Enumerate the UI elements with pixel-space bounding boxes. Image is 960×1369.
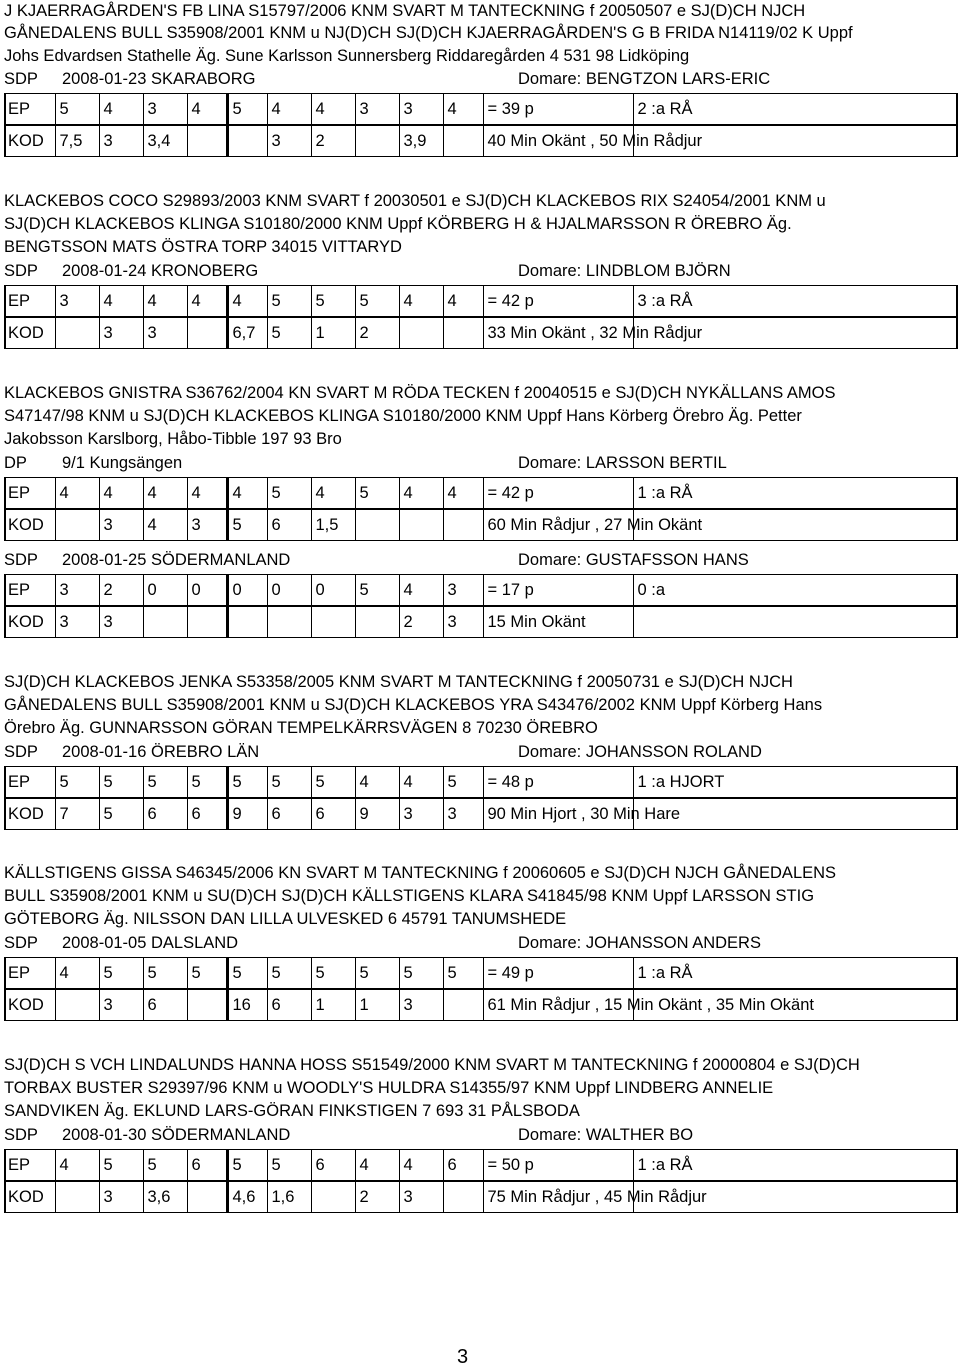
trial-header <box>4 260 954 282</box>
ep-score-row-cell: = 39 p <box>483 94 633 125</box>
dog-info-line: BULL S35908/2001 KNM u SU(D)CH SJ(D)CH KÄLLSTIGENS KLARA S41845/98 KNM Uppf LARSSON STIG <box>4 887 815 905</box>
kod-score-row-cell: KOD <box>5 126 55 157</box>
ep-score-table <box>4 957 958 989</box>
kod-score-row-cell <box>443 126 483 157</box>
dog-info-line: SJ(D)CH KLACKEBOS KLINGA S10180/2000 KNM Uppf KÖRBERG H & HJALMARSSON R ÖREBRO Äg. <box>4 215 792 233</box>
kod-score-row-cell: 9 <box>355 799 399 830</box>
trial-type-label: SDP <box>4 934 38 952</box>
ep-score-row-cell: 6 <box>443 1150 483 1181</box>
trial-type-label: SDP <box>4 743 38 761</box>
dog-info-line: SJ(D)CH KLACKEBOS JENKA S53358/2005 KNM SVART M TANTECKNING f 20050731 e SJ(D)CH NJCH <box>4 673 793 691</box>
kod-score-row-cell: 3 <box>399 1182 443 1213</box>
kod-score-row-cell <box>187 990 227 1021</box>
ep-score-row-cell: 5 <box>355 478 399 509</box>
kod-score-row-cell <box>399 510 443 541</box>
kod-score-table <box>4 989 958 1021</box>
kod-score-row-cell: 6 <box>267 990 311 1021</box>
ep-score-row-cell: 0 :a <box>633 575 957 606</box>
kod-score-row-cell: 3 <box>99 990 143 1021</box>
dog-info-line: GÅNEDALENS BULL S35908/2001 KNM u SJ(D)CH KLACKEBOS YRA S43476/2002 KNM Uppf Körberg Hans <box>4 696 823 714</box>
kod-score-row-cell: 2 <box>355 318 399 349</box>
trial-judge: Domare: JOHANSSON ROLAND <box>518 743 762 761</box>
kod-score-row-cell: 61 Min Rådjur , 15 Min Okänt , 35 Min Okänt <box>483 990 633 1021</box>
kod-score-row-cell: 16 <box>227 990 267 1021</box>
ep-score-table <box>4 1149 958 1181</box>
trial-header <box>4 932 954 954</box>
ep-score-row-cell: 5 <box>311 958 355 989</box>
ep-score-row-cell: 5 <box>55 94 99 125</box>
ep-score-row-cell: 4 <box>311 478 355 509</box>
ep-score-row-cell: 4 <box>143 286 187 317</box>
ep-score-row-cell: 5 <box>267 478 311 509</box>
ep-score-row <box>5 1150 957 1181</box>
ep-score-row-cell: 3 <box>55 286 99 317</box>
ep-score-row-cell: 5 <box>227 1150 267 1181</box>
ep-score-table <box>4 285 958 317</box>
dog-info-line: Johs Edvardsen Stathelle Äg. Sune Karlsson Sunnersberg Riddaregården 4 531 98 Lidköping <box>4 47 690 65</box>
trial-type-label: DP <box>4 454 27 472</box>
trial-judge: Domare: LARSSON BERTIL <box>518 454 727 472</box>
kod-score-row-cell: KOD <box>5 318 55 349</box>
kod-score-row-cell: 7,5 <box>55 126 99 157</box>
kod-score-row-cell: 3 <box>187 510 227 541</box>
ep-score-row-cell: 1 :a RÅ <box>633 958 957 989</box>
kod-score-row-cell: 1,5 <box>311 510 355 541</box>
ep-score-row <box>5 94 957 125</box>
kod-score-row-cell <box>443 1182 483 1213</box>
kod-score-row-cell: 2 <box>399 607 443 638</box>
ep-score-row-cell: 4 <box>443 478 483 509</box>
ep-score-row-cell: 3 <box>55 575 99 606</box>
ep-score-row-cell: 1 :a HJORT <box>633 767 957 798</box>
trial-date-place: 9/1 Kungsängen <box>62 454 183 472</box>
dog-info-line: SJ(D)CH S VCH LINDALUNDS HANNA HOSS S51549/2000 KNM SVART M TANTECKNING f 20000804 e SJ(D)CH <box>4 1056 860 1074</box>
trial-header <box>4 452 954 474</box>
ep-score-row-cell: EP <box>5 94 55 125</box>
kod-score-row-cell <box>399 318 443 349</box>
kod-score-row-cell: 4 <box>143 510 187 541</box>
trial-header <box>4 68 954 90</box>
kod-score-row-cell <box>227 607 267 638</box>
dog-info-line: Jakobsson Karslborg, Håbo-Tibble 197 93 Bro <box>4 430 342 448</box>
trial-judge: Domare: WALTHER BO <box>518 1126 694 1144</box>
dog-info-line: BENGTSSON MATS ÖSTRA TORP 34015 VITTARYD <box>4 238 402 256</box>
page-number: 3 <box>457 1346 469 1368</box>
ep-score-row-cell: 5 <box>227 94 267 125</box>
ep-score-row-cell: EP <box>5 478 55 509</box>
ep-score-row-cell: 3 <box>355 94 399 125</box>
kod-score-table <box>4 125 958 157</box>
ep-score-row-cell: 6 <box>311 1150 355 1181</box>
ep-score-table <box>4 93 958 125</box>
ep-score-row-cell: 2 <box>99 575 143 606</box>
ep-score-row-cell: 4 <box>399 478 443 509</box>
kod-score-row-cell: 3 <box>99 607 143 638</box>
ep-score-row-cell: 6 <box>187 1150 227 1181</box>
kod-score-row-cell: 2 <box>311 126 355 157</box>
kod-score-row-cell <box>187 607 227 638</box>
trial-type-label: SDP <box>4 551 38 569</box>
ep-score-row-cell: 0 <box>227 575 267 606</box>
kod-score-row-cell: 3,6 <box>143 1182 187 1213</box>
ep-score-row-cell: 4 <box>355 1150 399 1181</box>
dog-info-line: TORBAX BUSTER S29397/96 KNM u WOODLY'S HULDRA S14355/97 KNM Uppf LINDBERG ANNELIE <box>4 1079 774 1097</box>
kod-score-table <box>4 606 958 638</box>
ep-score-row-cell: 5 <box>355 575 399 606</box>
kod-score-row-cell: 3 <box>143 318 187 349</box>
ep-score-row-cell: 4 <box>187 478 227 509</box>
ep-score-row-cell: 5 <box>267 1150 311 1181</box>
kod-score-row <box>5 799 957 830</box>
ep-score-row-cell: EP <box>5 286 55 317</box>
ep-score-table <box>4 477 958 509</box>
kod-score-row-cell <box>311 1182 355 1213</box>
kod-score-row-cell: 3 <box>99 318 143 349</box>
ep-score-row-cell: 3 <box>143 94 187 125</box>
ep-score-table <box>4 766 958 798</box>
ep-score-row-cell: 4 <box>311 94 355 125</box>
ep-score-row-cell: 0 <box>267 575 311 606</box>
kod-score-row-cell: 3 <box>99 1182 143 1213</box>
ep-score-row-cell: 5 <box>311 286 355 317</box>
dog-info-line: J KJAERRAGÅRDEN'S FB LINA S15797/2006 KNM SVART M TANTECKNING f 20050507 e SJ(D)CH NJCH <box>4 2 806 20</box>
kod-score-row-cell: 1 <box>311 318 355 349</box>
ep-score-row-cell: 4 <box>267 94 311 125</box>
kod-score-row-cell: 9 <box>227 799 267 830</box>
kod-score-row-cell: 3 <box>443 607 483 638</box>
ep-score-row-cell: 5 <box>143 767 187 798</box>
kod-score-table <box>4 798 958 830</box>
ep-score-row-cell: 4 <box>443 94 483 125</box>
ep-score-row-cell: 5 <box>443 767 483 798</box>
kod-score-row-cell: KOD <box>5 510 55 541</box>
kod-score-table <box>4 509 958 541</box>
kod-score-row-cell: 6 <box>311 799 355 830</box>
kod-score-row-cell <box>443 990 483 1021</box>
kod-score-row-cell: 4,6 <box>227 1182 267 1213</box>
kod-score-table <box>4 317 958 349</box>
ep-score-row-cell: 5 <box>143 958 187 989</box>
kod-score-row-cell: 3,9 <box>399 126 443 157</box>
ep-score-row-cell: 5 <box>99 767 143 798</box>
kod-score-row-cell: 7 <box>55 799 99 830</box>
kod-score-row-cell: KOD <box>5 990 55 1021</box>
kod-score-row-cell: 3 <box>99 126 143 157</box>
ep-score-row-cell: 5 <box>143 1150 187 1181</box>
ep-score-row-cell: 5 <box>55 767 99 798</box>
kod-score-table <box>4 1181 958 1213</box>
ep-score-row-cell: EP <box>5 767 55 798</box>
kod-score-row-cell <box>633 607 957 638</box>
kod-score-row-cell: KOD <box>5 607 55 638</box>
trial-judge: Domare: BENGTZON LARS-ERIC <box>518 70 771 88</box>
ep-score-row-cell: 4 <box>443 286 483 317</box>
dog-info-line: Örebro Äg. GUNNARSSON GÖRAN TEMPELKÄRRSVÄGEN 8 70230 ÖREBRO <box>4 719 598 737</box>
trial-judge: Domare: LINDBLOM BJÖRN <box>518 262 731 280</box>
kod-score-row-cell: 15 Min Okänt <box>483 607 633 638</box>
ep-score-row-cell: 3 :a RÅ <box>633 286 957 317</box>
kod-score-row <box>5 318 957 349</box>
kod-score-row-cell <box>143 607 187 638</box>
kod-score-row-cell: 3 <box>399 990 443 1021</box>
ep-score-row-cell: 4 <box>99 478 143 509</box>
dog-info-line: KLACKEBOS COCO S29893/2003 KNM SVART f 20030501 e SJ(D)CH KLACKEBOS RIX S24054/2001 KNM u <box>4 192 826 210</box>
ep-score-row-cell: 5 <box>443 958 483 989</box>
kod-score-row-cell: 90 Min Hjort , 30 Min Hare <box>483 799 633 830</box>
ep-score-row-cell: EP <box>5 1150 55 1181</box>
ep-score-row <box>5 767 957 798</box>
ep-score-row-cell: 4 <box>143 478 187 509</box>
kod-score-row <box>5 990 957 1021</box>
kod-score-row-cell: 5 <box>99 799 143 830</box>
kod-score-row-cell: 6 <box>267 799 311 830</box>
trial-date-place: 2008-01-24 KRONOBERG <box>62 262 259 280</box>
ep-score-row <box>5 575 957 606</box>
ep-score-row-cell: 0 <box>187 575 227 606</box>
kod-score-row-cell: 6 <box>143 799 187 830</box>
kod-score-row-cell <box>311 607 355 638</box>
kod-score-row-cell <box>187 318 227 349</box>
kod-score-row-cell <box>355 126 399 157</box>
dog-info-line: S47147/98 KNM u SJ(D)CH KLACKEBOS KLINGA S10180/2000 KNM Uppf Hans Körberg Örebro Äg. Petter <box>4 407 802 425</box>
ep-score-table <box>4 574 958 606</box>
trial-type-label: SDP <box>4 262 38 280</box>
kod-score-row-cell: 3 <box>99 510 143 541</box>
kod-score-row-cell: 6,7 <box>227 318 267 349</box>
ep-score-row-cell: 3 <box>443 575 483 606</box>
ep-score-row-cell: = 48 p <box>483 767 633 798</box>
kod-score-row-cell: 3 <box>55 607 99 638</box>
kod-score-row-cell: KOD <box>5 1182 55 1213</box>
ep-score-row-cell: 5 <box>187 958 227 989</box>
trial-header <box>4 1124 954 1146</box>
ep-score-row-cell: 2 :a RÅ <box>633 94 957 125</box>
kod-score-row-cell <box>355 607 399 638</box>
dog-info-line: SANDVIKEN Äg. EKLUND LARS-GÖRAN FINKSTIGEN 7 693 31 PÅLSBODA <box>4 1102 580 1120</box>
ep-score-row-cell: 5 <box>267 767 311 798</box>
kod-score-row-cell <box>227 126 267 157</box>
ep-score-row-cell: 5 <box>267 958 311 989</box>
trial-date-place: 2008-01-23 SKARABORG <box>62 70 256 88</box>
ep-score-row <box>5 478 957 509</box>
kod-score-row-cell: 5 <box>267 318 311 349</box>
trial-header <box>4 741 954 763</box>
ep-score-row-cell: = 42 p <box>483 286 633 317</box>
trial-date-place: 2008-01-30 SÖDERMANLAND <box>62 1126 291 1144</box>
ep-score-row-cell: 4 <box>355 767 399 798</box>
kod-score-row <box>5 126 957 157</box>
dog-info-line: KÄLLSTIGENS GISSA S46345/2006 KN SVART M TANTECKNING f 20060605 e SJ(D)CH NJCH GÅNEDALENS <box>4 864 837 882</box>
dog-info-line: GÖTEBORG Äg. NILSSON DAN LILLA ULVESKED 6 45791 TANUMSHEDE <box>4 910 567 928</box>
ep-score-row-cell: 5 <box>399 958 443 989</box>
ep-score-row-cell: 5 <box>187 767 227 798</box>
kod-score-row-cell <box>55 990 99 1021</box>
kod-score-row-cell: 6 <box>143 990 187 1021</box>
kod-score-row-cell: 6 <box>187 799 227 830</box>
ep-score-row-cell: 4 <box>399 1150 443 1181</box>
kod-score-row-cell <box>55 1182 99 1213</box>
kod-score-row-cell: 60 Min Rådjur , 27 Min Okänt <box>483 510 633 541</box>
trial-date-place: 2008-01-25 SÖDERMANLAND <box>62 551 291 569</box>
ep-score-row-cell: 5 <box>355 286 399 317</box>
kod-score-row-cell <box>633 799 957 830</box>
ep-score-row-cell: 4 <box>55 478 99 509</box>
ep-score-row-cell: 4 <box>399 767 443 798</box>
ep-score-row-cell: 3 <box>399 94 443 125</box>
ep-score-row-cell: 4 <box>55 958 99 989</box>
trial-judge: Domare: JOHANSSON ANDERS <box>518 934 761 952</box>
ep-score-row-cell: 0 <box>143 575 187 606</box>
kod-score-row-cell: 3 <box>443 799 483 830</box>
trial-judge: Domare: GUSTAFSSON HANS <box>518 551 749 569</box>
ep-score-row-cell: 5 <box>267 286 311 317</box>
ep-score-row-cell: EP <box>5 958 55 989</box>
ep-score-row-cell: 0 <box>311 575 355 606</box>
ep-score-row-cell: 5 <box>99 1150 143 1181</box>
kod-score-row <box>5 510 957 541</box>
kod-score-row-cell <box>55 510 99 541</box>
trial-type-label: SDP <box>4 70 38 88</box>
kod-score-row-cell: 33 Min Okänt , 32 Min Rådjur <box>483 318 633 349</box>
kod-score-row-cell: 40 Min Okänt , 50 Min Rådjur <box>483 126 633 157</box>
kod-score-row-cell <box>443 318 483 349</box>
trial-date-place: 2008-01-05 DALSLAND <box>62 934 239 952</box>
ep-score-row-cell: 5 <box>99 958 143 989</box>
ep-score-row-cell: 1 :a RÅ <box>633 1150 957 1181</box>
kod-score-row-cell <box>355 510 399 541</box>
ep-score-row-cell: = 42 p <box>483 478 633 509</box>
dog-info-line: KLACKEBOS GNISTRA S36762/2004 KN SVART M RÖDA TECKEN f 20040515 e SJ(D)CH NYKÄLLANS AMOS <box>4 384 836 402</box>
ep-score-row-cell: 4 <box>227 286 267 317</box>
kod-score-row <box>5 1182 957 1213</box>
ep-score-row-cell: 4 <box>399 575 443 606</box>
ep-score-row <box>5 958 957 989</box>
ep-score-row-cell: 4 <box>227 478 267 509</box>
ep-score-row-cell: 5 <box>227 958 267 989</box>
kod-score-row-cell: 1 <box>311 990 355 1021</box>
kod-score-row-cell <box>443 510 483 541</box>
kod-score-row <box>5 607 957 638</box>
ep-score-row-cell: 4 <box>187 286 227 317</box>
ep-score-row-cell: 4 <box>55 1150 99 1181</box>
kod-score-row-cell: 1 <box>355 990 399 1021</box>
ep-score-row-cell: = 17 p <box>483 575 633 606</box>
trial-type-label: SDP <box>4 1126 38 1144</box>
ep-score-row <box>5 286 957 317</box>
kod-score-row-cell: 2 <box>355 1182 399 1213</box>
trial-header <box>4 549 954 571</box>
kod-score-row-cell <box>187 126 227 157</box>
ep-score-row-cell: 4 <box>399 286 443 317</box>
ep-score-row-cell: = 49 p <box>483 958 633 989</box>
ep-score-row-cell: 5 <box>355 958 399 989</box>
kod-score-row-cell: 3 <box>399 799 443 830</box>
kod-score-row-cell: 3,4 <box>143 126 187 157</box>
ep-score-row-cell: EP <box>5 575 55 606</box>
ep-score-row-cell: 5 <box>311 767 355 798</box>
kod-score-row-cell: 5 <box>227 510 267 541</box>
kod-score-row-cell: 6 <box>267 510 311 541</box>
ep-score-row-cell: 1 :a RÅ <box>633 478 957 509</box>
trial-date-place: 2008-01-16 ÖREBRO LÄN <box>62 743 260 761</box>
kod-score-row-cell <box>55 318 99 349</box>
kod-score-row-cell: 1,6 <box>267 1182 311 1213</box>
kod-score-row-cell: 3 <box>267 126 311 157</box>
kod-score-row-cell <box>187 1182 227 1213</box>
dog-info-line: GÅNEDALENS BULL S35908/2001 KNM u NJ(D)CH SJ(D)CH KJAERRAGÅRDEN'S G B FRIDA N14119/02 K Uppf <box>4 24 853 42</box>
ep-score-row-cell: 4 <box>187 94 227 125</box>
kod-score-row-cell <box>267 607 311 638</box>
ep-score-row-cell: 4 <box>99 94 143 125</box>
kod-score-row-cell: KOD <box>5 799 55 830</box>
ep-score-row-cell: 4 <box>99 286 143 317</box>
kod-score-row-cell: 75 Min Rådjur , 45 Min Rådjur <box>483 1182 633 1213</box>
ep-score-row-cell: 5 <box>227 767 267 798</box>
ep-score-row-cell: = 50 p <box>483 1150 633 1181</box>
